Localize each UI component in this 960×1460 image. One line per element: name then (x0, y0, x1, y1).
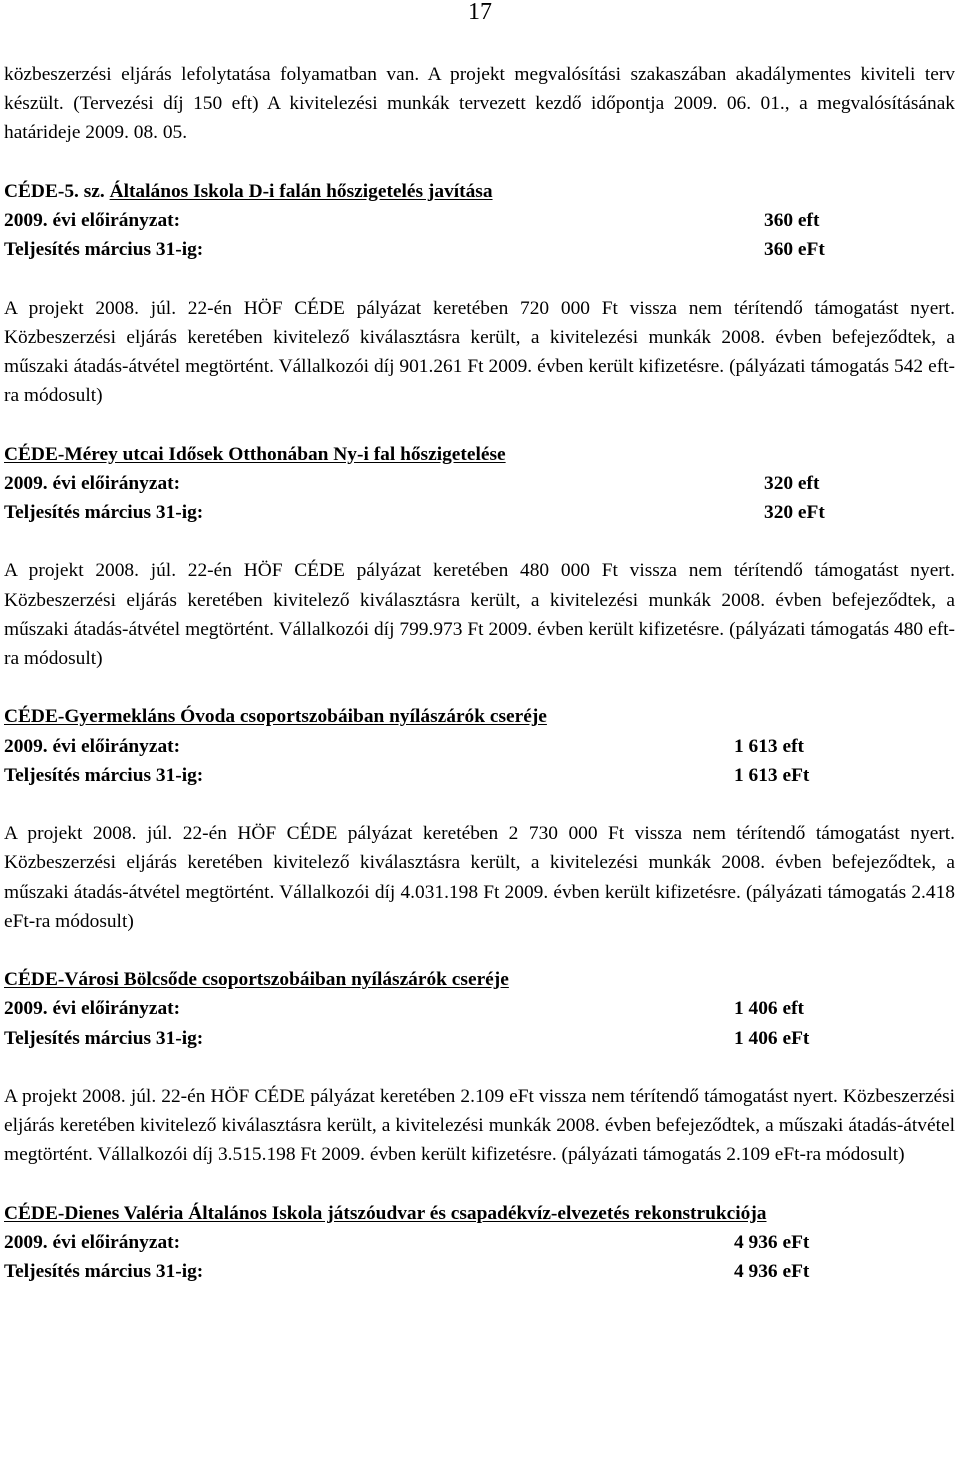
completion-row (4, 761, 955, 790)
budget-label: 2009. évi előirányzat: (4, 735, 181, 757)
completion-row (4, 1257, 955, 1286)
section-title-underlined: CÉDE-Mérey utcai Idősek Otthonában Ny-i fal hőszigetelése (4, 443, 506, 465)
intro-paragraph: közbeszerzési eljárás lefolytatása folyamatban van. A projekt megvalósítási szakaszában akadálymentes kiviteli terv készült. (Tervezési díj 150 eft) A kivitelezési munkák tervezett kezdő időpontja 2009. 06. 01., a megvalósításának határideje 2009. 08. 05. (4, 64, 955, 144)
project-section (4, 440, 955, 703)
section-title (4, 177, 955, 206)
budget-row (4, 206, 955, 235)
completion-row (4, 235, 955, 264)
budget-amount: 1 406 eft (734, 998, 804, 1020)
completion-row (4, 1024, 955, 1053)
budget-label: 2009. évi előirányzat: (4, 210, 181, 231)
budget-amount: 360 eft (764, 210, 820, 231)
section-title-underlined: CÉDE-Dienes Valéria Általános Iskola játszóudvar és csapadékvíz-elvezetés rekonstrukciója (4, 1202, 767, 1224)
section-description: A projekt 2008. júl. 22-én HÖF CÉDE pályázat keretében 2 730 000 Ft vissza nem térítendő támogatást nyert. Közbeszerzési eljárás keretében kivitelező kiválasztásra került, a kivitelezési munkák 2008. évben befejeződtek, a műszaki átadás-átvétel megtörtént. Vállalkozói díj 4.031.198 Ft 2009. évben került kifizetésre. (pályázati támogatás 2.418 eFt-ra módosult) (4, 823, 955, 932)
section-description: A projekt 2008. júl. 22-én HÖF CÉDE pályázat keretében 2.109 eFt vissza nem térítendő támogatást nyert. Közbeszerzési eljárás keretében kivitelező kiválasztásra került, a kivitelezési munkák 2008. évben befejeződtek, a műszaki átadás-átvétel megtörtént. Vállalkozói díj 3.515.198 Ft 2009. évben került kifizetésre. (pályázati támogatás 2.109 eFt-ra módosult) (4, 1085, 955, 1166)
budget-amount: 1 613 eft (734, 735, 804, 757)
budget-row (4, 469, 955, 498)
completion-amount: 4 936 eFt (734, 1261, 810, 1283)
section-title (4, 702, 955, 731)
completion-label: Teljesítés március 31-ig: (4, 502, 204, 523)
section-title (4, 1199, 955, 1228)
section-title (4, 965, 955, 994)
section-description: A projekt 2008. júl. 22-én HÖF CÉDE pályázat keretében 720 000 Ft vissza nem térítendő támogatást nyert. Közbeszerzési eljárás keretében kivitelező kiválasztásra került, a kivitelezési munkák 2008. évben befejeződtek, a műszaki átadás-átvétel megtörtént. Vállalkozói díj 901.261 Ft 2009. évben került kifizetésre. (pályázati támogatás 542 eft-ra módosult) (4, 297, 955, 407)
document-body (4, 60, 955, 1286)
budget-amount: 4 936 eFt (734, 1231, 810, 1253)
completion-amount: 1 406 eFt (734, 1027, 810, 1049)
project-section (4, 702, 955, 965)
section-title-underlined: Általános Iskola D-i falán hőszigetelés javítása (109, 180, 493, 202)
project-section (4, 1199, 955, 1287)
budget-amount: 320 eft (764, 472, 820, 494)
budget-label: 2009. évi előirányzat: (4, 1231, 181, 1253)
project-section (4, 177, 955, 440)
section-title-underlined: CÉDE-Városi Bölcsőde csoportszobáiban nyílászárók cseréje (4, 969, 509, 991)
section-title (4, 440, 955, 469)
budget-label: 2009. évi előirányzat: (4, 998, 181, 1020)
project-section (4, 965, 955, 1199)
completion-row (4, 498, 955, 527)
budget-row (4, 732, 955, 761)
completion-label: Teljesítés március 31-ig: (4, 764, 204, 786)
page-number: 17 (468, 0, 492, 25)
completion-label: Teljesítés március 31-ig: (4, 1027, 204, 1049)
budget-label: 2009. évi előirányzat: (4, 472, 181, 494)
budget-row (4, 994, 955, 1023)
section-title-underlined: CÉDE-Gyermekláns Óvoda csoportszobáiban nyílászárók cseréje (4, 706, 547, 728)
section-title-prefix: CÉDE-5. sz. (4, 180, 110, 202)
budget-row (4, 1228, 955, 1257)
completion-amount: 320 eFt (764, 502, 825, 523)
completion-amount: 360 eFt (764, 239, 825, 261)
completion-label: Teljesítés március 31-ig: (4, 1261, 204, 1283)
completion-amount: 1 613 eFt (734, 764, 810, 786)
completion-label: Teljesítés március 31-ig: (4, 239, 204, 261)
section-description: A projekt 2008. júl. 22-én HÖF CÉDE pályázat keretében 480 000 Ft vissza nem térítendő támogatást nyert. Közbeszerzési eljárás keretében kivitelező kiválasztásra került, a kivitelezési munkák 2008. évben befejeződtek, a műszaki átadás-átvétel megtörtént. Vállalkozói díj 799.973 Ft 2009. évben került kifizetésre. (pályázati támogatás 480 eft-ra módosult) (4, 560, 955, 669)
